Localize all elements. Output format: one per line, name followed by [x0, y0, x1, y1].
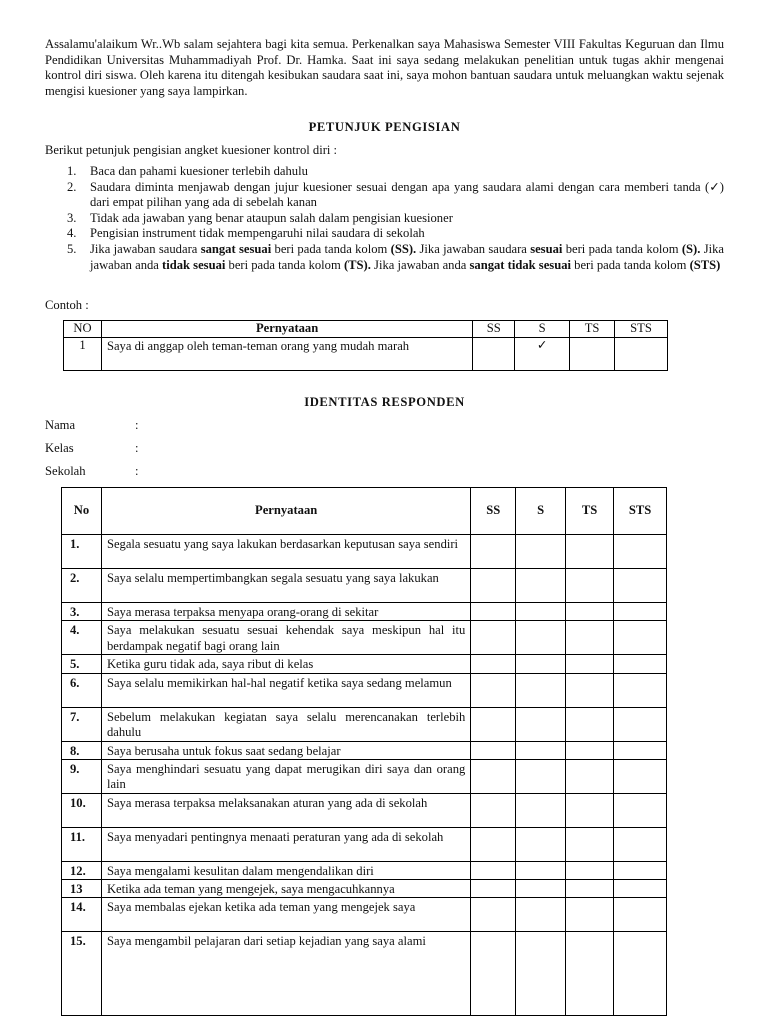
row-statement: Saya merasa terpaksa menyapa orang-orang di sekitar: [101, 603, 470, 621]
instruction-text: Jika jawaban saudara: [416, 241, 531, 256]
table-row: [62, 932, 667, 1016]
instruction-item: [45, 211, 724, 227]
instruction-emphasis: sesuai: [530, 241, 563, 256]
example-table: [63, 320, 668, 371]
answer-ss-cell[interactable]: [471, 603, 516, 621]
answer-s-cell[interactable]: [516, 569, 566, 603]
header-ss: SS: [471, 488, 516, 535]
instructions-list: [45, 164, 724, 273]
example-cell-ts: [570, 338, 615, 371]
instruction-emphasis: sangat tidak sesuai: [469, 257, 571, 272]
instruction-emphasis: (STS): [689, 257, 721, 272]
header-s: S: [516, 488, 566, 535]
header-sts: STS: [614, 488, 667, 535]
answer-ts-cell[interactable]: [566, 603, 614, 621]
answer-ts-cell[interactable]: [566, 707, 614, 741]
instruction-text: beri pada tanda kolom: [562, 241, 682, 256]
table-row: [62, 655, 667, 673]
row-number: 4.: [62, 621, 102, 655]
answer-s-cell[interactable]: [516, 535, 566, 569]
instruction-text: beri pada tanda kolom: [571, 257, 690, 272]
table-row: [62, 569, 667, 603]
instruction-text: Jika jawaban anda: [370, 257, 470, 272]
answer-s-cell[interactable]: [516, 655, 566, 673]
instruction-text: ) dari empat pilihan yang ada di sebelah kanan: [90, 179, 724, 210]
header-ss: SS: [473, 321, 515, 338]
instruction-number: 5.: [67, 241, 77, 256]
row-statement: Ketika guru tidak ada, saya ribut di kelas: [101, 655, 470, 673]
answer-ss-cell[interactable]: [471, 707, 516, 741]
table-row: [62, 603, 667, 621]
answer-sts-cell[interactable]: [614, 741, 667, 759]
header-no: No: [62, 488, 102, 535]
identity-label: Nama: [45, 418, 76, 432]
example-row-statement: Saya di anggap oleh teman-teman orang yang mudah marah: [101, 338, 472, 371]
row-number: 12.: [62, 861, 102, 879]
table-row: [62, 707, 667, 741]
identity-kelas: [45, 441, 139, 456]
instruction-emphasis: (SS).: [390, 241, 417, 256]
answer-ss-cell[interactable]: [471, 880, 516, 898]
row-statement: Saya mengalami kesulitan dalam mengendalikan diri: [101, 861, 470, 879]
row-statement: Saya mengambil pelajaran dari setiap kejadian yang saya alami: [101, 932, 470, 1016]
answer-ts-cell[interactable]: [566, 759, 614, 793]
row-statement: Segala sesuatu yang saya lakukan berdasarkan keputusan saya sendiri: [101, 535, 470, 569]
answer-sts-cell[interactable]: [614, 655, 667, 673]
answer-ts-cell[interactable]: [566, 898, 614, 932]
answer-ss-cell[interactable]: [471, 759, 516, 793]
answer-ss-cell[interactable]: [471, 741, 516, 759]
answer-ss-cell[interactable]: [471, 861, 516, 879]
answer-sts-cell[interactable]: [614, 707, 667, 741]
answer-s-cell[interactable]: [516, 759, 566, 793]
row-number: 13: [62, 880, 102, 898]
answer-ss-cell[interactable]: [471, 932, 516, 1016]
answer-s-cell[interactable]: [516, 932, 566, 1016]
header-ts: TS: [566, 488, 614, 535]
answer-ts-cell[interactable]: [566, 655, 614, 673]
identity-colon: :: [135, 464, 139, 478]
table-row: [62, 861, 667, 879]
instruction-text: Pengisian instrument tidak mempengaruhi nilai saudara di sekolah: [90, 226, 425, 241]
table-row: [62, 898, 667, 932]
answer-ts-cell[interactable]: [566, 535, 614, 569]
header-s: S: [515, 321, 570, 338]
answer-s-cell[interactable]: [516, 898, 566, 932]
instruction-number: 3.: [67, 210, 77, 225]
table-row: [62, 759, 667, 793]
table-row: [62, 741, 667, 759]
row-statement: Ketika ada teman yang mengejek, saya mengacuhkannya: [101, 880, 470, 898]
table-row: [62, 880, 667, 898]
row-number: 6.: [62, 673, 102, 707]
instruction-text: beri pada tanda kolom: [271, 241, 391, 256]
row-number: 1.: [62, 535, 102, 569]
answer-ss-cell[interactable]: [471, 569, 516, 603]
table-row: [62, 535, 667, 569]
check-mark-icon: ✓: [709, 179, 720, 194]
table-row: [62, 673, 667, 707]
row-statement: Saya merasa terpaksa melaksanakan aturan yang ada di sekolah: [101, 793, 470, 827]
instructions-lead: Berikut petunjuk pengisian angket kuesioner kontrol diri :: [45, 143, 338, 157]
answer-sts-cell[interactable]: [614, 932, 667, 1016]
example-cell-ss: [473, 338, 515, 371]
table-row: [62, 793, 667, 827]
instruction-item: [45, 180, 724, 211]
instruction-emphasis: (TS).: [343, 257, 371, 272]
row-number: 15.: [62, 932, 102, 1016]
instruction-item: [45, 226, 724, 242]
header-statement: Pernyataan: [101, 321, 472, 338]
answer-ss-cell[interactable]: [471, 655, 516, 673]
row-statement: Saya berusaha untuk fokus saat sedang belajar: [101, 741, 470, 759]
answer-s-cell[interactable]: [516, 861, 566, 879]
answer-sts-cell[interactable]: [614, 621, 667, 655]
row-statement: Saya membalas ejekan ketika ada teman yang mengejek saya: [101, 898, 470, 932]
answer-sts-cell[interactable]: [614, 759, 667, 793]
row-number: 14.: [62, 898, 102, 932]
answer-sts-cell[interactable]: [614, 793, 667, 827]
answer-s-cell[interactable]: [516, 827, 566, 861]
answer-sts-cell[interactable]: [614, 880, 667, 898]
example-row: [64, 338, 668, 371]
answer-sts-cell[interactable]: [614, 861, 667, 879]
header-sts: STS: [615, 321, 668, 338]
row-statement: Saya menyadari pentingnya menaati peraturan yang ada di sekolah: [101, 827, 470, 861]
answer-s-cell[interactable]: [516, 707, 566, 741]
identity-label: Kelas: [45, 441, 74, 455]
instruction-number: 2.: [67, 179, 77, 194]
answer-s-cell[interactable]: [516, 741, 566, 759]
instruction-number: 4.: [67, 226, 77, 241]
questionnaire-header-row: [62, 488, 667, 535]
answer-ts-cell[interactable]: [566, 861, 614, 879]
identity-nama: [45, 418, 139, 433]
answer-sts-cell[interactable]: [614, 898, 667, 932]
answer-s-cell[interactable]: [516, 673, 566, 707]
answer-ts-cell[interactable]: [566, 569, 614, 603]
instruction-number: 1.: [67, 164, 77, 178]
instruction-item: [45, 242, 724, 273]
row-number: 9.: [62, 759, 102, 793]
example-cell-sts: [615, 338, 668, 371]
instruction-text: Jika jawaban saudara: [90, 241, 201, 256]
answer-ss-cell[interactable]: [471, 793, 516, 827]
row-number: 7.: [62, 707, 102, 741]
answer-ss-cell[interactable]: [471, 535, 516, 569]
row-statement: Saya menghindari sesuatu yang dapat merugikan diri saya dan orang lain: [101, 759, 470, 793]
answer-ss-cell[interactable]: [471, 827, 516, 861]
instruction-emphasis: (S).: [681, 241, 701, 256]
instructions-heading: PETUNJUK PENGISIAN: [308, 120, 461, 134]
instruction-text: beri pada tanda kolom: [225, 257, 344, 272]
instruction-emphasis: tidak sesuai: [162, 257, 226, 272]
example-label: Contoh :: [45, 298, 89, 312]
instruction-emphasis: sangat sesuai: [200, 241, 272, 256]
answer-s-cell[interactable]: [516, 621, 566, 655]
answer-sts-cell[interactable]: [614, 673, 667, 707]
check-mark-icon: ✓: [515, 338, 570, 371]
row-statement: Saya melakukan sesuatu sesuai kehendak saya meskipun hal itu berdampak negatif bagi orang lain: [101, 621, 470, 655]
answer-ss-cell[interactable]: [471, 673, 516, 707]
table-row: [62, 621, 667, 655]
answer-s-cell[interactable]: [516, 880, 566, 898]
answer-sts-cell[interactable]: [614, 603, 667, 621]
row-statement: Saya selalu mempertimbangkan segala sesuatu yang saya lakukan: [101, 569, 470, 603]
instruction-text: Tidak ada jawaban yang benar ataupun salah dalam pengisian kuesioner: [90, 210, 453, 225]
instruction-item: [45, 164, 724, 180]
row-number: 10.: [62, 793, 102, 827]
identity-colon: :: [135, 418, 139, 432]
instruction-text: Saudara diminta menjawab dengan jujur kuesioner sesuai dengan apa yang saudara alami dengan cara memberi tanda (: [90, 179, 710, 194]
intro-paragraph: Assalamu'alaikum Wr..Wb salam sejahtera bagi kita semua. Perkenalkan saya Mahasiswa Semester VIII Fakultas Keguruan dan Ilmu Pendidikan Universitas Muhammadiyah Prof. Dr. Hamka. Saat ini saya sedang melakukan penelitian untuk tugas akhir mengenai kontrol diri siswa. Oleh karena itu ditengah kesibukan saudara saat ini, saya mohon bantuan saudara untuk meluangkan waktu sejenak mengisi kuesioner yang saya lampirkan.: [45, 37, 724, 98]
table-row: [62, 827, 667, 861]
answer-sts-cell[interactable]: [614, 569, 667, 603]
row-statement: Saya selalu memikirkan hal-hal negatif ketika saya sedang melamun: [101, 673, 470, 707]
questionnaire-table: [61, 487, 667, 1016]
row-number: 2.: [62, 569, 102, 603]
example-row-number: 1: [64, 338, 102, 371]
answer-ts-cell[interactable]: [566, 673, 614, 707]
row-number: 5.: [62, 655, 102, 673]
answer-ts-cell[interactable]: [566, 827, 614, 861]
row-statement: Sebelum melakukan kegiatan saya selalu merencanakan terlebih dahulu: [101, 707, 470, 741]
row-number: 11.: [62, 827, 102, 861]
answer-ts-cell[interactable]: [566, 932, 614, 1016]
example-header-row: [64, 321, 668, 338]
answer-ss-cell[interactable]: [471, 898, 516, 932]
answer-s-cell[interactable]: [516, 603, 566, 621]
answer-s-cell[interactable]: [516, 793, 566, 827]
row-number: 8.: [62, 741, 102, 759]
header-statement: Pernyataan: [101, 488, 470, 535]
answer-ts-cell[interactable]: [566, 793, 614, 827]
identity-colon: :: [135, 441, 139, 455]
answer-ts-cell[interactable]: [566, 621, 614, 655]
answer-sts-cell[interactable]: [614, 827, 667, 861]
header-ts: TS: [570, 321, 615, 338]
row-number: 3.: [62, 603, 102, 621]
identity-sekolah: [45, 464, 139, 479]
header-no: NO: [64, 321, 102, 338]
answer-ts-cell[interactable]: [566, 880, 614, 898]
instruction-text: Baca dan pahami kuesioner terlebih dahulu: [90, 164, 308, 178]
answer-ss-cell[interactable]: [471, 621, 516, 655]
identity-heading: IDENTITAS RESPONDEN: [304, 395, 465, 409]
identity-label: Sekolah: [45, 464, 86, 478]
answer-ts-cell[interactable]: [566, 741, 614, 759]
instruction-text: Jika jawaban anda: [90, 241, 724, 272]
answer-sts-cell[interactable]: [614, 535, 667, 569]
